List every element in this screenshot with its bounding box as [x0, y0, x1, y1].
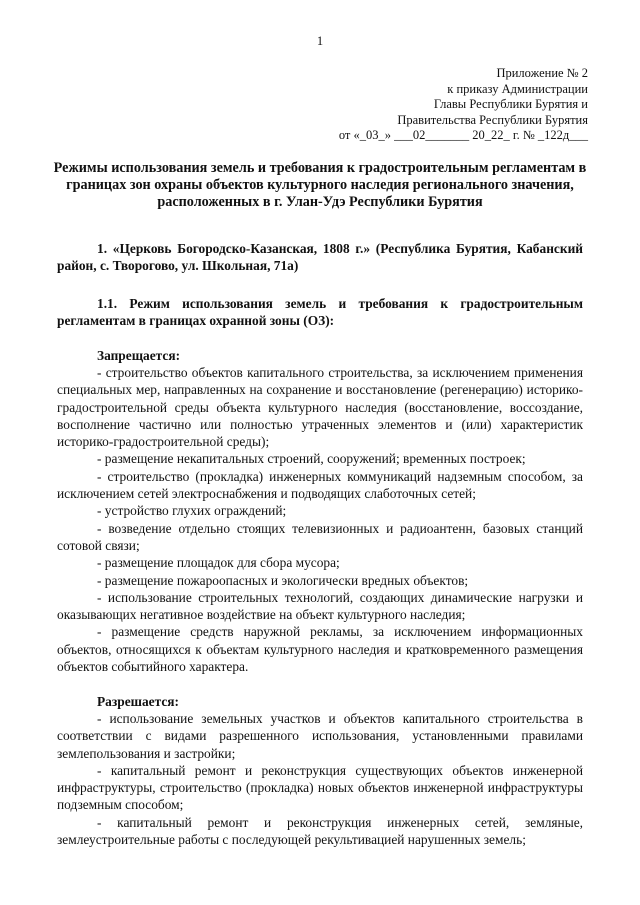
- allowed-item: - капитальный ремонт и реконструкция существующих объектов инженерной инфраструктуры, строительство (прокладка) новых объектов инженерной инфраструктуры подземным способом;: [57, 762, 583, 813]
- forbidden-item: - возведение отдельно стоящих телевизионных и радиоантенн, базовых станций сотовой связи;: [57, 520, 583, 553]
- appendix-date-line: от «_03_» ___02_______ 20_22_ г. № _122д___: [338, 128, 588, 142]
- page-number: 1: [316, 34, 324, 48]
- forbidden-item: - размещение пожароопасных и экологически вредных объектов;: [97, 572, 469, 588]
- forbidden-item: - строительство (прокладка) инженерных коммуникаций надземным способом, за исключением сетей электроснабжения и подводящих слаботочных сетей;: [57, 468, 583, 502]
- appendix-line: к приказу Администрации: [447, 81, 588, 96]
- forbidden-item: - размещение средств наружной рекламы, за исключением информационных объектов, относящихся к объектам культурного наследия и кратковременного размещения объектов событийного характера.: [57, 624, 583, 675]
- allowed-item: - капитальный ремонт и реконструкция инженерных сетей, земляные, землеустроительные работы с последующей рекультивацией нарушенных земель;: [57, 814, 583, 848]
- forbidden-item: - размещение площадок для сбора мусора;: [97, 555, 340, 571]
- section-heading-1: 1. «Церковь Богородско-Казанская, 1808 г.» (Республика Бурятия, Кабанский район, с. Творогово, ул. Школьная, 71а): [57, 241, 583, 274]
- appendix-line: Приложение № 2: [496, 66, 588, 80]
- allowed-item: - использование земельных участков и объектов капитального строительства в соответствии с видами разрешенного использования, установленными правилами землепользования и застройки;: [57, 711, 583, 761]
- forbidden-item: - использование строительных технологий, создающих динамические нагрузки и оказывающих негативное воздействие на объект культурного наследия;: [57, 589, 583, 623]
- appendix-block: [339, 66, 588, 144]
- forbidden-heading: Запрещается:: [97, 348, 181, 363]
- allowed-heading: Разрешается:: [97, 694, 179, 709]
- document-title: Режимы использования земель и требования к градостроительным регламентам в границах зон охраны объектов культурного наследия регионального значения, расположенных в г. Улан-Удэ Республики Бурятия: [53, 160, 587, 210]
- forbidden-list: [57, 364, 583, 675]
- forbidden-item: - размещение некапитальных строений, сооружений; временных построек;: [97, 451, 526, 467]
- appendix-line: Главы Республики Бурятия и: [433, 97, 588, 111]
- subsection-heading-1-1: 1.1. Режим использования земель и требования к градостроительным регламентам в границах охранной зоны (ОЗ):: [57, 296, 583, 329]
- forbidden-item: - строительство объектов капитального строительства, за исключением применения специальных мер, направленных на сохранение и восстановление (регенерацию) историко-градостроительной среды объекта культурного наследия (восстановление, воссоздание, восполнение частично или полностью утраченных элементов и (или) характеристик историко-градостроительной среды);: [57, 365, 583, 450]
- appendix-line: Правительства Республики Бурятия: [397, 112, 588, 127]
- allowed-list: [57, 710, 583, 848]
- forbidden-item: - устройство глухих ограждений;: [97, 503, 287, 519]
